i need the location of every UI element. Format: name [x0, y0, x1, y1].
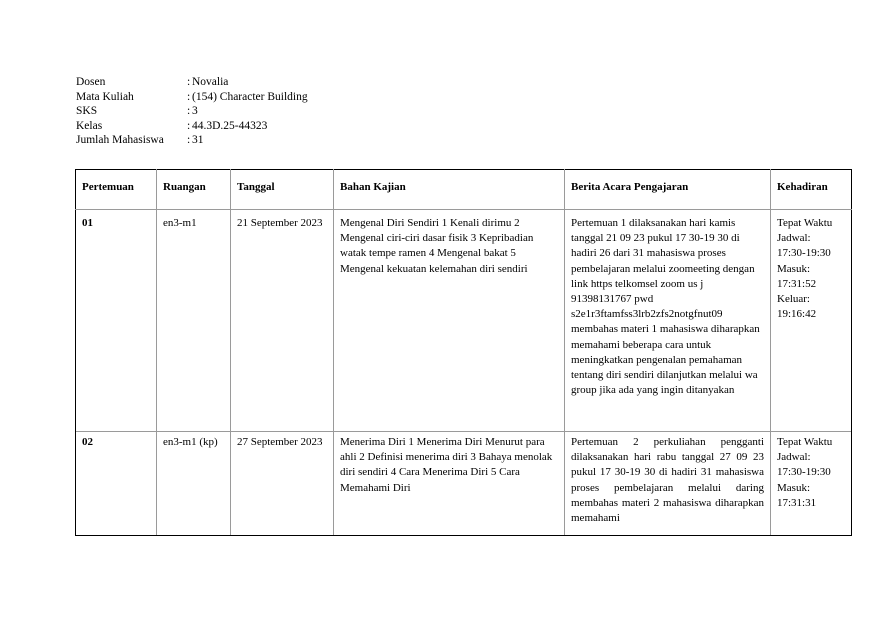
- info-separator: :: [187, 105, 191, 117]
- cell-pertemuan: 02: [76, 432, 157, 536]
- cell-tanggal: 27 September 2023: [231, 432, 334, 536]
- column-header-pertemuan: Pertemuan: [76, 170, 157, 210]
- info-value: 44.3D.25-44323: [192, 119, 268, 132]
- info-separator: :: [187, 76, 191, 88]
- info-row-jumlah-mahasiswa: [76, 133, 308, 148]
- info-row-dosen: [76, 75, 308, 90]
- info-label: SKS: [76, 105, 98, 117]
- cell-ruangan: en3-m1: [157, 210, 231, 432]
- kehadiran-masuk-value: 17:31:31: [777, 496, 817, 509]
- kehadiran-keluar-value: 19:16:42: [777, 308, 817, 321]
- info-label: Dosen: [76, 76, 106, 88]
- info-row-sks: [76, 104, 308, 119]
- cell-ruangan: en3-m1 (kp): [157, 432, 231, 536]
- info-label: Kelas: [76, 119, 103, 132]
- kehadiran-jadwal-label: Jadwal:: [777, 451, 811, 464]
- info-separator: :: [187, 119, 191, 132]
- kehadiran-jadwal-value: 17:30-19:30: [777, 247, 831, 260]
- kehadiran-masuk-label: Masuk:: [777, 262, 810, 275]
- kehadiran-masuk-label: Masuk:: [777, 481, 810, 494]
- attendance-table: [75, 169, 852, 536]
- info-separator: :: [187, 90, 191, 103]
- column-header-berita-acara: Berita Acara Pengajaran: [565, 170, 771, 210]
- cell-bahan-kajian: Mengenal Diri Sendiri 1 Kenali dirimu 2 Mengenal ciri-ciri dasar fisik 3 Kepribadian watak tempe ramen 4 Mengenal bakat 5 Mengenal kekuatan kelemahan diri sendiri: [334, 210, 565, 432]
- column-header-kehadiran: Kehadiran: [771, 170, 852, 210]
- table-row: [76, 210, 852, 432]
- column-header-tanggal: Tanggal: [231, 170, 334, 210]
- table-row: [76, 432, 852, 536]
- kehadiran-masuk-value: 17:31:52: [777, 277, 817, 290]
- column-header-ruangan: Ruangan: [157, 170, 231, 210]
- cell-bahan-kajian: Menerima Diri 1 Menerima Diri Menurut para ahli 2 Definisi menerima diri 3 Bahaya menolak diri sendiri 4 Cara Menerima Diri 5 Cara Memahami Diri: [334, 432, 565, 536]
- cell-berita-acara: Pertemuan 1 dilaksanakan hari kamis tanggal 21 09 23 pukul 17 30-19 30 di hadiri 26 dari 31 mahasiswa proses pembelajaran melalui zoomeeting dengan link https telkomsel zoom us j 91398131767 pwd s2e1r3ftamfss3lrb2zfs2notgfnut09 membahas materi 1 mahasiswa diharapkan memahami beberapa cara untuk meningkatkan pengenalan pemahaman tentang diri sendiri dilanjutkan melalui wa group jika ada yang ingin ditanyakan: [565, 210, 771, 432]
- course-info-header: [76, 75, 308, 148]
- info-row-mata-kuliah: [76, 90, 308, 105]
- table-header-row: [76, 170, 852, 210]
- kehadiran-status: Tepat Waktu: [777, 436, 833, 448]
- kehadiran-jadwal-label: Jadwal:: [777, 232, 811, 245]
- info-row-kelas: [76, 119, 308, 134]
- info-label: Mata Kuliah: [76, 90, 134, 103]
- cell-kehadiran: [771, 432, 852, 536]
- info-label: Jumlah Mahasiswa: [76, 134, 164, 146]
- kehadiran-status: Tepat Waktu: [777, 217, 833, 229]
- column-header-bahan-kajian: Bahan Kajian: [334, 170, 565, 210]
- info-value: Novalia: [192, 76, 229, 88]
- cell-kehadiran: [771, 210, 852, 432]
- info-value: 31: [192, 134, 204, 146]
- cell-berita-acara: Pertemuan 2 perkuliahan pengganti dilaksanakan hari rabu tanggal 27 09 23 pukul 17 30-19 30 di hadiri 31 mahasiswa proses pembelajaran melalui daring membahas materi 2 mahasiswa diharapkan memahami: [571, 436, 764, 525]
- info-value: 3: [192, 105, 198, 117]
- kehadiran-jadwal-value: 17:30-19:30: [777, 466, 831, 479]
- cell-pertemuan: 01: [76, 210, 157, 432]
- info-value: (154) Character Building: [192, 90, 308, 103]
- kehadiran-keluar-label: Keluar:: [777, 293, 810, 306]
- cell-tanggal: 21 September 2023: [231, 210, 334, 432]
- info-separator: :: [187, 134, 191, 146]
- cell-berita-acara-wrap: [565, 432, 771, 536]
